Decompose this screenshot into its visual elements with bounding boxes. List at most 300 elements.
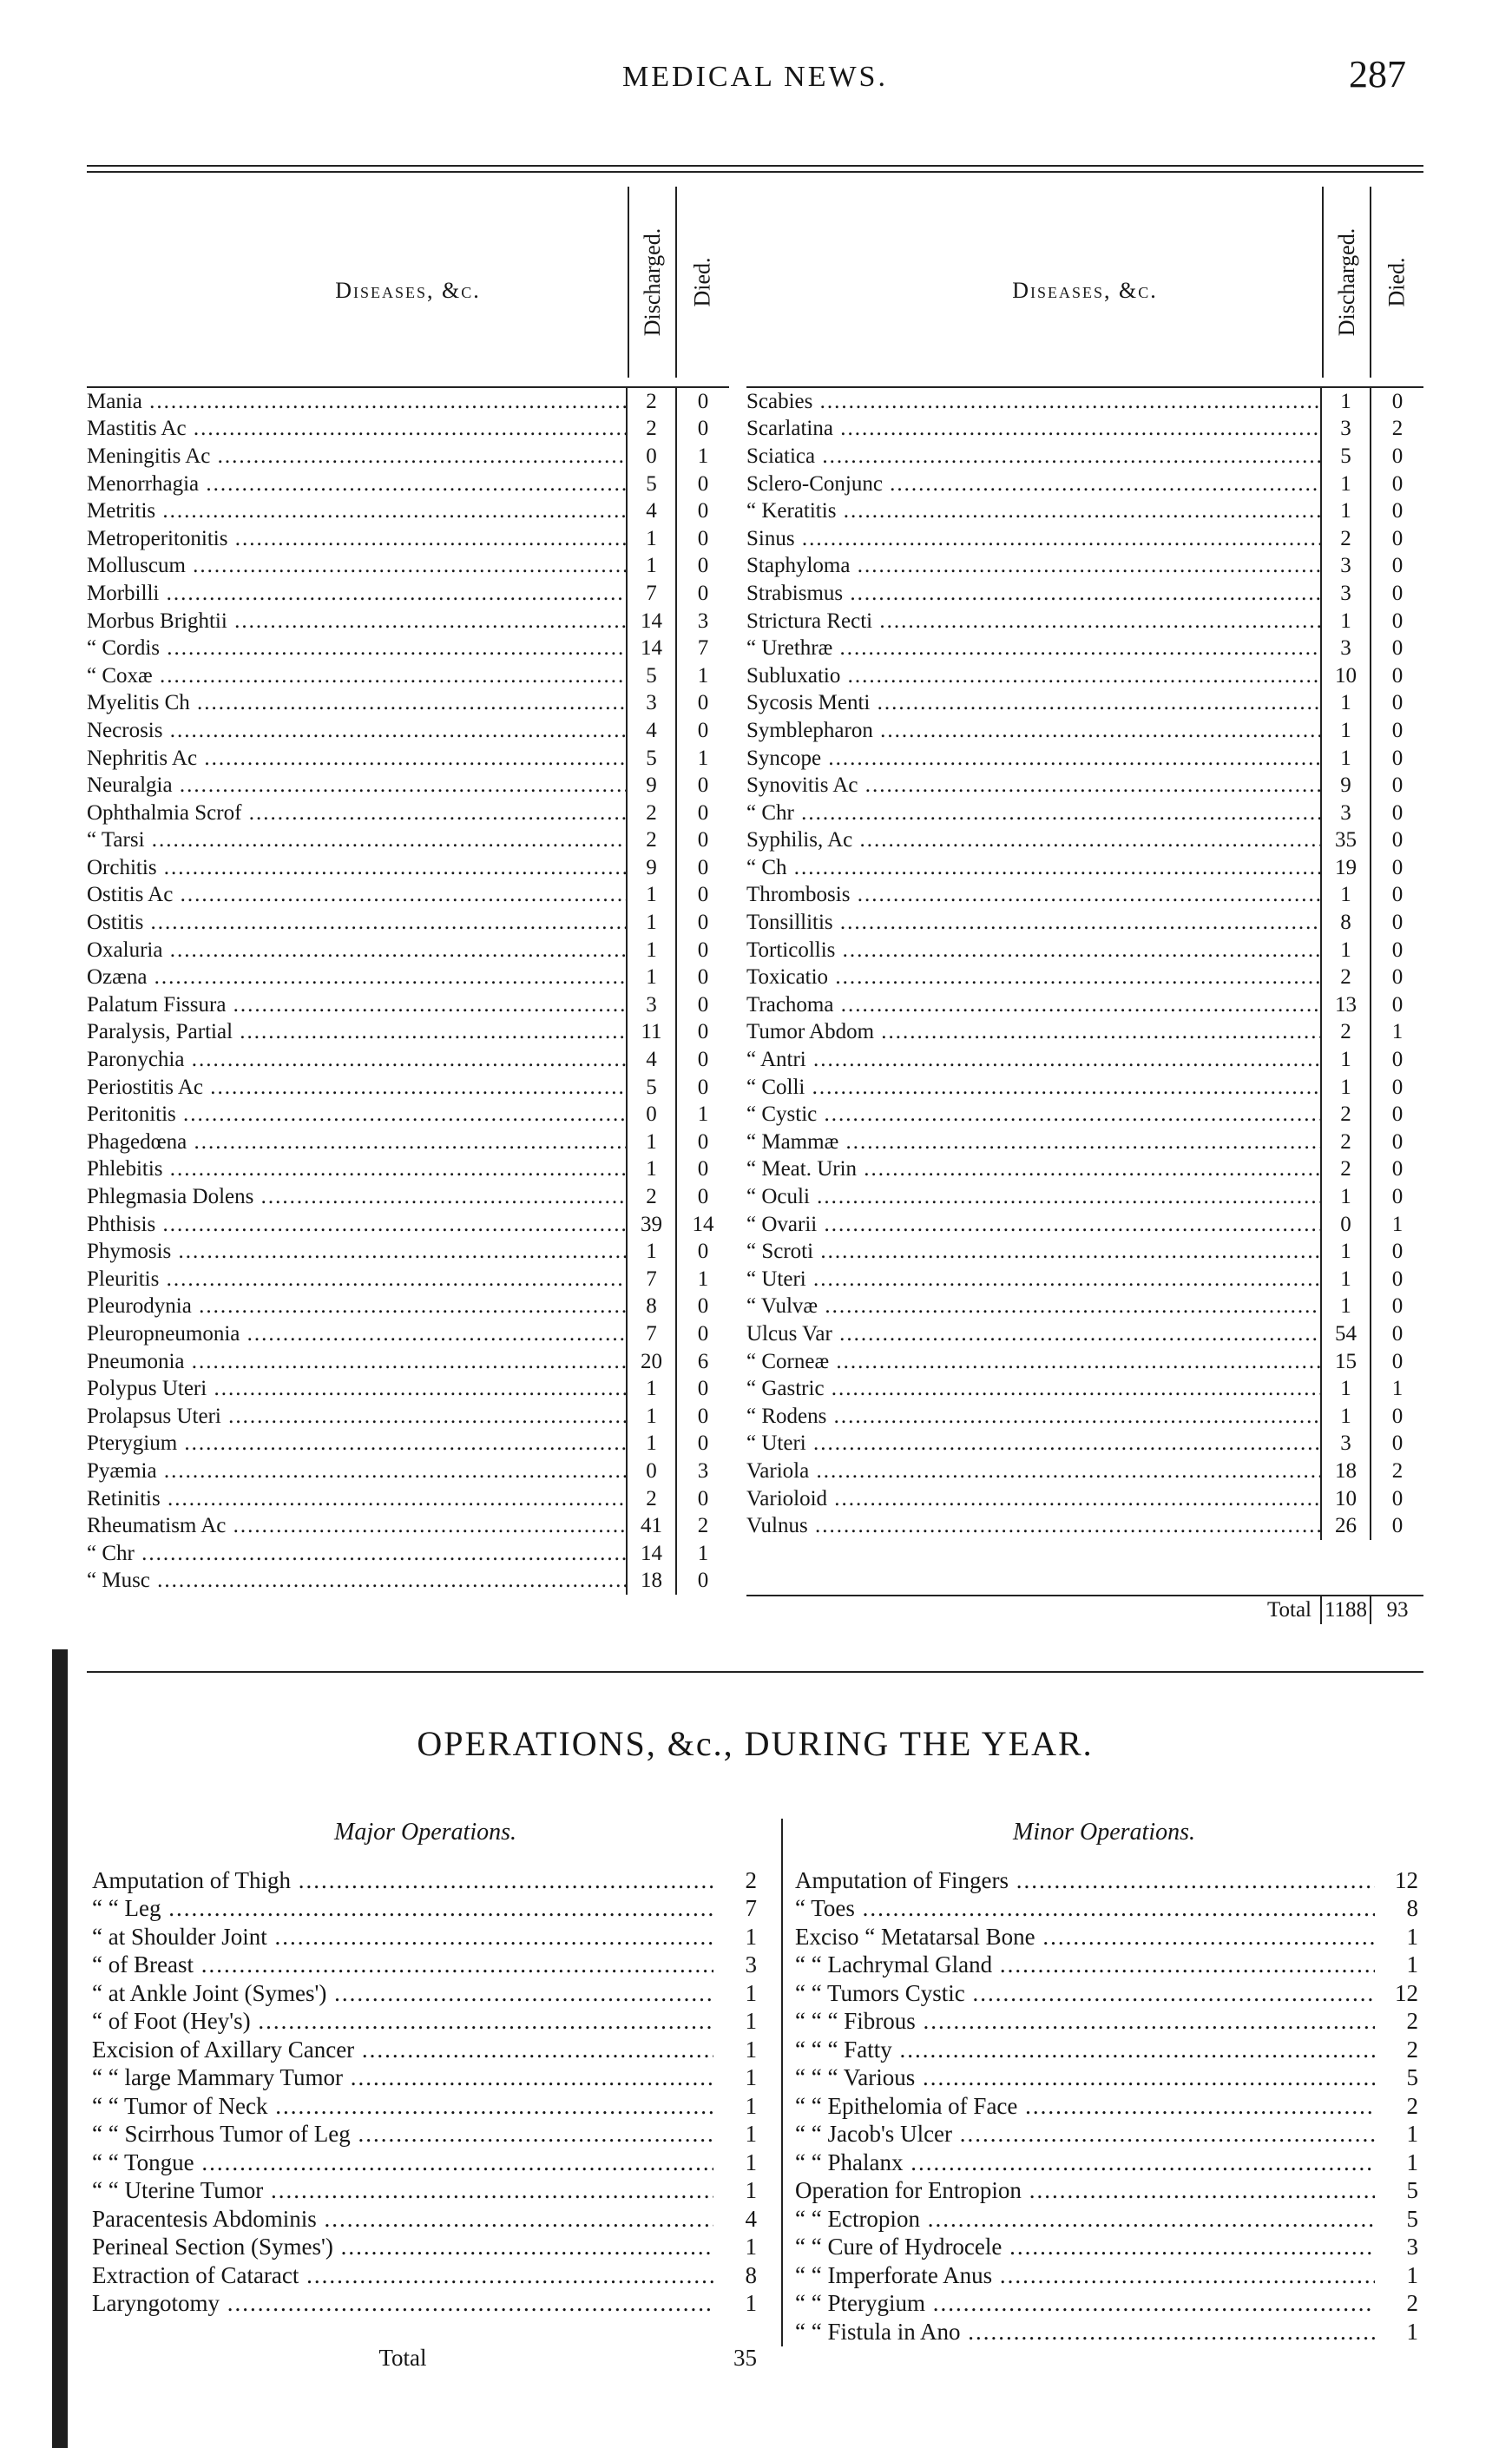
operation-count: 2 xyxy=(1406,2008,1418,2035)
operation-label: Amputation of Thigh ..... xyxy=(87,1867,713,1894)
died-value: 0 xyxy=(675,416,729,444)
died-value: 0 xyxy=(675,1403,729,1431)
died-value: 0 xyxy=(675,1156,729,1184)
died-value: 1 xyxy=(675,745,729,773)
operation-label: “ “ Jacob's Ulcer ..... xyxy=(783,2121,1375,2148)
discharged-value: 2 xyxy=(1320,1156,1370,1184)
table-row xyxy=(746,827,1423,855)
died-value: 0 xyxy=(675,772,729,800)
table-rows xyxy=(87,388,729,1595)
discharged-value: 54 xyxy=(1320,1320,1370,1348)
disease-name: Pyæmia ..... xyxy=(87,1459,626,1484)
discharged-value: 1 xyxy=(1320,1046,1370,1074)
discharged-value: 2 xyxy=(626,827,675,855)
col-header-died: Died. xyxy=(1370,187,1423,378)
disease-name: Trachoma ..... xyxy=(746,993,1320,1017)
operation-label: Perineal Section (Symes') ..... xyxy=(87,2234,713,2260)
diseases-table-right xyxy=(746,178,1423,1624)
operation-row xyxy=(783,2290,1425,2319)
died-value: 0 xyxy=(1370,443,1423,471)
disease-name: Toxicatio ..... xyxy=(746,965,1320,990)
operation-label: Total xyxy=(378,2344,427,2371)
table-row xyxy=(746,1266,1423,1293)
operation-count: 1 xyxy=(1406,1923,1418,1950)
died-value: 0 xyxy=(1370,1046,1423,1074)
operation-row xyxy=(783,1951,1425,1980)
discharged-value: 14 xyxy=(626,635,675,662)
discharged-value: 0 xyxy=(626,443,675,471)
discharged-value: 1 xyxy=(1320,1293,1370,1321)
operation-label: Exciso “ Metatarsal Bone ..... xyxy=(783,1924,1375,1951)
operation-row xyxy=(783,2064,1425,2093)
operation-row xyxy=(87,2290,764,2319)
operation-label: “ “ Ectropion ..... xyxy=(783,2206,1375,2233)
discharged-value: 39 xyxy=(626,1211,675,1239)
disease-name: Phlegmasia Dolens ..... xyxy=(87,1185,626,1209)
discharged-value: 8 xyxy=(1320,909,1370,937)
operation-row xyxy=(783,2261,1425,2290)
table-row xyxy=(87,882,729,910)
died-value: 0 xyxy=(1370,553,1423,581)
disease-name: Mania ..... xyxy=(87,390,626,414)
disease-name: “ Coxæ ..... xyxy=(87,664,626,688)
disease-name: Sclero-Conjunc ..... xyxy=(746,472,1320,497)
operation-label: Amputation of Fingers ..... xyxy=(783,1867,1375,1894)
disease-name: Mastitis Ac ..... xyxy=(87,417,626,441)
operation-count: 1 xyxy=(1406,2149,1418,2175)
discharged-value: 9 xyxy=(626,854,675,882)
operation-label: “ “ Imperforate Anus ..... xyxy=(783,2262,1375,2289)
discharged-value: 2 xyxy=(626,800,675,827)
operation-row xyxy=(783,2149,1425,2177)
discharged-value: 3 xyxy=(1320,416,1370,444)
discharged-value: 5 xyxy=(626,471,675,498)
discharged-value: 10 xyxy=(1320,662,1370,690)
discharged-value: 2 xyxy=(626,416,675,444)
disease-name: “ Gastric ..... xyxy=(746,1377,1320,1401)
table-row xyxy=(87,443,729,471)
disease-name: Sciatica ..... xyxy=(746,444,1320,469)
discharged-value: 8 xyxy=(626,1293,675,1321)
disease-name: “ Chr ..... xyxy=(87,1542,626,1566)
table-row xyxy=(87,964,729,991)
discharged-value: 3 xyxy=(1320,635,1370,662)
died-value: 1 xyxy=(675,443,729,471)
table-row xyxy=(87,745,729,773)
operation-count: 8 xyxy=(1406,1895,1418,1922)
table-row xyxy=(746,416,1423,444)
disease-name: Variola ..... xyxy=(746,1459,1320,1484)
table-row xyxy=(746,608,1423,635)
operation-row xyxy=(783,2121,1425,2149)
table-row xyxy=(87,800,729,827)
disease-name: “ Ch ..... xyxy=(746,856,1320,880)
discharged-value: 1 xyxy=(626,553,675,581)
operation-row xyxy=(783,2177,1425,2206)
discharged-value: 1 xyxy=(1320,1238,1370,1266)
table-row xyxy=(746,388,1423,416)
operation-row xyxy=(87,2205,764,2234)
table-row xyxy=(87,1183,729,1211)
discharged-value: 2 xyxy=(1320,1129,1370,1156)
died-value: 0 xyxy=(1370,525,1423,553)
died-value: 0 xyxy=(675,580,729,608)
table-row xyxy=(87,937,729,964)
died-value: 0 xyxy=(675,1183,729,1211)
died-value: 0 xyxy=(675,690,729,718)
table-row xyxy=(87,1266,729,1293)
total-row xyxy=(746,1595,1423,1624)
died-value: 3 xyxy=(675,608,729,635)
table-row xyxy=(87,416,729,444)
disease-name: Tumor Abdom ..... xyxy=(746,1020,1320,1044)
discharged-value: 3 xyxy=(1320,553,1370,581)
table-row xyxy=(746,690,1423,718)
table-row xyxy=(746,497,1423,525)
top-rule xyxy=(87,165,1423,167)
operation-count: 35 xyxy=(733,2344,757,2371)
discharged-value: 1 xyxy=(1320,497,1370,525)
disease-name: “ Keratitis ..... xyxy=(746,499,1320,523)
discharged-value: 0 xyxy=(626,1101,675,1129)
disease-name: Ozæna ..... xyxy=(87,965,626,990)
table-row xyxy=(746,964,1423,991)
table-row xyxy=(87,1403,729,1431)
table-row xyxy=(87,1129,729,1156)
page-header xyxy=(87,52,1423,113)
operation-count: 2 xyxy=(1406,2036,1418,2063)
disease-name: “ Mammæ ..... xyxy=(746,1130,1320,1155)
disease-name: “ Meat. Urin ..... xyxy=(746,1157,1320,1181)
operation-label: Laryngotomy ..... xyxy=(87,2290,713,2317)
died-value: 0 xyxy=(1370,635,1423,662)
operation-count: 5 xyxy=(1406,2177,1418,2204)
died-value: 0 xyxy=(1370,608,1423,635)
minor-operations-heading: Minor Operations. xyxy=(1013,1819,1195,1846)
table-row xyxy=(87,1238,729,1266)
disease-name: Peritonitis ..... xyxy=(87,1102,626,1127)
operation-row xyxy=(87,1923,764,1951)
discharged-value: 1 xyxy=(626,964,675,991)
total-label: Total xyxy=(1266,1597,1311,1622)
died-value: 0 xyxy=(1370,497,1423,525)
table-row xyxy=(746,1375,1423,1403)
col-header-discharged: Discharged. xyxy=(1322,187,1371,378)
operation-row xyxy=(87,1866,764,1895)
died-value: 6 xyxy=(675,1348,729,1376)
discharged-value: 1 xyxy=(626,909,675,937)
operation-row xyxy=(87,1979,764,2008)
died-value: 0 xyxy=(675,800,729,827)
operation-count: 2 xyxy=(1406,2290,1418,2317)
died-value: 0 xyxy=(675,1019,729,1047)
discharged-value: 13 xyxy=(1320,991,1370,1019)
operations-total-row xyxy=(87,2344,764,2372)
table-row xyxy=(746,662,1423,690)
operation-row xyxy=(783,2234,1425,2262)
page-number: 287 xyxy=(1349,53,1406,95)
operation-count: 12 xyxy=(1395,1866,1418,1893)
died-value: 0 xyxy=(1370,1101,1423,1129)
discharged-value: 3 xyxy=(1320,580,1370,608)
discharged-value: 0 xyxy=(1320,1211,1370,1239)
operation-row xyxy=(87,2234,764,2262)
died-value: 0 xyxy=(1370,1293,1423,1321)
table-row xyxy=(746,553,1423,581)
discharged-value: 1 xyxy=(1320,1403,1370,1431)
died-value: 14 xyxy=(675,1211,729,1239)
discharged-value: 1 xyxy=(1320,1183,1370,1211)
died-value: 7 xyxy=(675,635,729,662)
table-row xyxy=(87,827,729,855)
disease-name: Metritis ..... xyxy=(87,499,626,523)
operation-row xyxy=(783,1895,1425,1924)
operation-count: 2 xyxy=(745,1866,757,1893)
table-row xyxy=(746,909,1423,937)
discharged-value: 5 xyxy=(1320,443,1370,471)
disease-name: “ Chr ..... xyxy=(746,801,1320,826)
disease-name: Subluxatio ..... xyxy=(746,664,1320,688)
table-row xyxy=(87,1156,729,1184)
discharged-value: 1 xyxy=(626,1375,675,1403)
discharged-value: 9 xyxy=(626,772,675,800)
operation-count: 1 xyxy=(745,2092,757,2119)
died-value: 0 xyxy=(1370,1320,1423,1348)
disease-name: Morbus Brightii ..... xyxy=(87,609,626,634)
table-row xyxy=(87,909,729,937)
section-rule xyxy=(87,1671,1423,1673)
col-header-diseases: Diseases, &c. xyxy=(335,278,481,303)
disease-name: Morbilli ..... xyxy=(87,582,626,606)
operation-label: “ at Ankle Joint (Symes') ..... xyxy=(87,1980,713,2007)
disease-name: Scabies ..... xyxy=(746,390,1320,414)
died-value: 0 xyxy=(1370,1403,1423,1431)
discharged-value: 1 xyxy=(1320,717,1370,745)
table-row xyxy=(746,745,1423,773)
died-value: 1 xyxy=(1370,1375,1423,1403)
total-discharged: 1188 xyxy=(1320,1596,1370,1624)
operation-row xyxy=(783,1866,1425,1895)
died-value: 0 xyxy=(675,964,729,991)
operation-label: “ “ Epithelomia of Face ..... xyxy=(783,2093,1375,2120)
discharged-value: 41 xyxy=(626,1512,675,1540)
operation-label: Operation for Entropion ..... xyxy=(783,2177,1375,2204)
died-value: 0 xyxy=(1370,1512,1423,1540)
operation-label: “ “ Lachrymal Gland ..... xyxy=(783,1951,1375,1978)
discharged-value: 2 xyxy=(626,1183,675,1211)
table-row xyxy=(746,525,1423,553)
died-value: 1 xyxy=(675,1540,729,1568)
disease-name: Molluscum ..... xyxy=(87,554,626,578)
disease-name: Ulcus Var ..... xyxy=(746,1322,1320,1346)
table-row xyxy=(746,1431,1423,1458)
discharged-value: 3 xyxy=(626,690,675,718)
died-value: 0 xyxy=(1370,1156,1423,1184)
disease-name: “ Musc ..... xyxy=(87,1569,626,1593)
disease-name: Thrombosis ..... xyxy=(746,883,1320,907)
disease-name: Nephritis Ac ..... xyxy=(87,747,626,771)
col-header-discharged: Discharged. xyxy=(628,187,677,378)
operation-label: “ “ “ Various ..... xyxy=(783,2064,1375,2091)
died-value: 0 xyxy=(1370,662,1423,690)
died-value: 2 xyxy=(675,1512,729,1540)
disease-name: “ Colli ..... xyxy=(746,1076,1320,1100)
operation-count: 1 xyxy=(1406,2261,1418,2288)
table-row xyxy=(746,1458,1423,1485)
operation-count: 1 xyxy=(745,2177,757,2204)
disease-name: Vulnus ..... xyxy=(746,1514,1320,1538)
operation-label: Extraction of Cataract ..... xyxy=(87,2262,713,2289)
operation-count: 3 xyxy=(745,1951,757,1978)
died-value: 0 xyxy=(1370,964,1423,991)
disease-name: Rheumatism Ac ..... xyxy=(87,1514,626,1538)
died-value: 0 xyxy=(675,1238,729,1266)
disease-name: Menorrhagia ..... xyxy=(87,472,626,497)
discharged-value: 5 xyxy=(626,745,675,773)
table-header xyxy=(746,178,1423,388)
died-value: 0 xyxy=(1370,1485,1423,1513)
table-row xyxy=(87,1046,729,1074)
operation-row xyxy=(87,2121,764,2149)
died-value: 0 xyxy=(675,854,729,882)
discharged-value: 3 xyxy=(1320,1431,1370,1458)
discharged-value: 3 xyxy=(1320,800,1370,827)
discharged-value: 14 xyxy=(626,1540,675,1568)
died-value: 0 xyxy=(675,388,729,416)
discharged-value: 15 xyxy=(1320,1348,1370,1376)
died-value: 0 xyxy=(1370,909,1423,937)
died-value: 0 xyxy=(675,717,729,745)
disease-name: Pleuritis ..... xyxy=(87,1267,626,1292)
died-value: 0 xyxy=(675,1293,729,1321)
discharged-value: 14 xyxy=(626,608,675,635)
diseases-table-left xyxy=(87,178,729,1595)
died-value: 0 xyxy=(675,471,729,498)
operation-row xyxy=(87,1951,764,1980)
operation-count: 1 xyxy=(745,2008,757,2035)
operation-row xyxy=(87,2092,764,2121)
died-value: 0 xyxy=(1370,937,1423,964)
operation-row xyxy=(87,1895,764,1924)
operation-count: 5 xyxy=(1406,2205,1418,2232)
disease-name: Retinitis ..... xyxy=(87,1487,626,1511)
discharged-value: 1 xyxy=(626,1129,675,1156)
died-value: 0 xyxy=(675,1431,729,1458)
discharged-value: 10 xyxy=(1320,1485,1370,1513)
died-value: 0 xyxy=(1370,717,1423,745)
operation-label: “ “ Phalanx ..... xyxy=(783,2149,1375,2176)
table-row xyxy=(87,1431,729,1458)
disease-name: “ Scroti ..... xyxy=(746,1240,1320,1264)
disease-name: Meningitis Ac ..... xyxy=(87,444,626,469)
died-value: 0 xyxy=(675,827,729,855)
operation-label: Excision of Axillary Cancer ..... xyxy=(87,2037,713,2063)
operation-count: 5 xyxy=(1406,2064,1418,2091)
discharged-value: 1 xyxy=(1320,608,1370,635)
died-value: 0 xyxy=(1370,1238,1423,1266)
disease-name: Pterygium ..... xyxy=(87,1431,626,1456)
discharged-value: 1 xyxy=(1320,388,1370,416)
table-row xyxy=(87,497,729,525)
disease-name: Tonsillitis ..... xyxy=(746,911,1320,935)
discharged-value: 20 xyxy=(626,1348,675,1376)
table-row xyxy=(87,1375,729,1403)
disease-name: “ Cordis ..... xyxy=(87,636,626,661)
table-row xyxy=(87,388,729,416)
disease-name: Pleuropneumonia ..... xyxy=(87,1322,626,1346)
disease-name: “ Ovarii ..... xyxy=(746,1213,1320,1237)
disease-name: “ Rodens ..... xyxy=(746,1405,1320,1429)
discharged-value: 2 xyxy=(1320,525,1370,553)
disease-name: Metroperitonitis ..... xyxy=(87,527,626,551)
died-value: 0 xyxy=(675,1485,729,1513)
table-row xyxy=(746,1320,1423,1348)
discharged-value: 1 xyxy=(1320,1074,1370,1102)
died-value: 0 xyxy=(675,1375,729,1403)
discharged-value: 1 xyxy=(1320,471,1370,498)
died-value: 0 xyxy=(1370,1183,1423,1211)
discharged-value: 11 xyxy=(626,1019,675,1047)
died-value: 0 xyxy=(1370,1074,1423,1102)
disease-name: Prolapsus Uteri ..... xyxy=(87,1405,626,1429)
discharged-value: 1 xyxy=(1320,1266,1370,1293)
discharged-value: 1 xyxy=(626,525,675,553)
table-header xyxy=(87,178,729,388)
disease-name: Myelitis Ch ..... xyxy=(87,691,626,715)
table-row xyxy=(746,580,1423,608)
operation-label: “ “ Scirrhous Tumor of Leg ..... xyxy=(87,2121,713,2148)
disease-name: Ostitis ..... xyxy=(87,911,626,935)
operation-row xyxy=(87,2149,764,2177)
table-row xyxy=(87,471,729,498)
operation-count: 1 xyxy=(745,2290,757,2317)
operation-label: “ at Shoulder Joint ..... xyxy=(87,1924,713,1951)
disease-name: Varioloid ..... xyxy=(746,1487,1320,1511)
disease-name: Paralysis, Partial ..... xyxy=(87,1020,626,1044)
operation-label: “ “ Uterine Tumor ..... xyxy=(87,2177,713,2204)
operation-row xyxy=(87,2064,764,2093)
disease-name: Syphilis, Ac ..... xyxy=(746,828,1320,852)
disease-name: Phlebitis ..... xyxy=(87,1157,626,1181)
died-value: 0 xyxy=(675,909,729,937)
discharged-value: 4 xyxy=(626,717,675,745)
operation-label: “ “ large Mammary Tumor ..... xyxy=(87,2064,713,2091)
disease-name: Phthisis ..... xyxy=(87,1213,626,1237)
died-value: 1 xyxy=(1370,1211,1423,1239)
died-value: 0 xyxy=(1370,1266,1423,1293)
disease-name: Torticollis ..... xyxy=(746,938,1320,963)
disease-name: “ Corneæ ..... xyxy=(746,1350,1320,1374)
operation-count: 1 xyxy=(745,2121,757,2148)
operation-label: “ “ “ Fibrous ..... xyxy=(783,2008,1375,2035)
disease-name: “ Uteri ..... xyxy=(746,1431,1320,1456)
discharged-value: 18 xyxy=(1320,1458,1370,1485)
operation-row xyxy=(87,2261,764,2290)
died-value: 0 xyxy=(1370,471,1423,498)
operation-rows xyxy=(87,1866,764,2372)
total-died: 93 xyxy=(1370,1596,1423,1624)
died-value: 1 xyxy=(675,1266,729,1293)
disease-name: Pleurodynia ..... xyxy=(87,1294,626,1319)
operation-count: 8 xyxy=(745,2261,757,2288)
operation-row xyxy=(87,2177,764,2206)
disease-name: Symblepharon ..... xyxy=(746,719,1320,743)
table-row xyxy=(746,1403,1423,1431)
operation-label: “ “ Pterygium ..... xyxy=(783,2290,1375,2317)
operation-count: 2 xyxy=(1406,2092,1418,2119)
discharged-value: 4 xyxy=(626,497,675,525)
discharged-value: 2 xyxy=(626,1485,675,1513)
